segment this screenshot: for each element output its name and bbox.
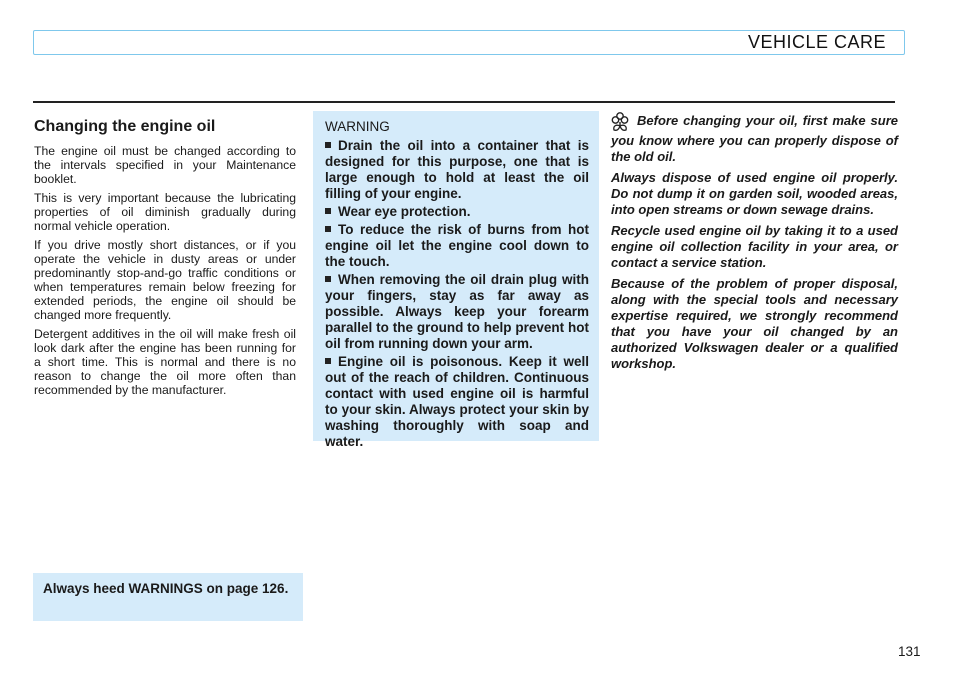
environment-paragraph [611,113,898,165]
bullet-icon [325,208,331,214]
warning-item-text: Wear eye protection. [338,204,471,219]
warning-title: WARNING [325,119,390,134]
warning-item-text: To reduce the risk of burns from hot engine oil let the engine cool down to the touch. [325,222,589,269]
page-section-title: VEHICLE CARE [747,32,886,52]
page-number: 131 [898,644,921,659]
warnings-reference-callout [33,573,303,621]
callout-text: Always heed WARNINGS on page 126. [43,581,289,596]
bullet-icon [325,276,331,282]
article-paragraph: The engine oil must be changed according to the intervals specified in your Maintenance booklet. [34,144,296,186]
warning-item-text: Engine oil is poisonous. Keep it well out of the reach of children. Continuous contact with used engine oil is harmful to your skin. Always protect your skin by washing thoroughly with soap and water. [325,354,589,449]
environment-flower-icon [611,111,629,133]
environment-paragraph: Always dispose of used engine oil properly. Do not dump it on garden soil, wooded areas, into open streams or down sewage drains. [611,170,898,217]
article-paragraph: Detergent additives in the oil will make fresh oil look dark after the engine has been running for a short time. This is normal and there is no reason to change the oil more often than recommended by the manufacturer. [34,327,296,397]
bullet-icon [325,226,331,232]
article-paragraph: This is very important because the lubricating properties of oil diminish gradually during normal vehicle operation. [34,191,296,233]
article-paragraph: If you drive mostly short distances, or if you operate the vehicle in dusty areas or under predominantly stop-and-go traffic conditions or when temperatures remain below freezing for extended periods, the engine oil should be changed more frequently. [34,238,296,322]
environment-column [611,113,898,377]
warning-item [325,204,589,220]
warning-item [325,138,589,202]
warning-item-text: Drain the oil into a container that is designed for this purpose, one that is large enough to hold at least the oil filling of your engine. [325,138,589,201]
environment-paragraph: Recycle used engine oil by taking it to a used engine oil collection facility in your area, or contact a service station. [611,223,898,270]
warning-item [325,354,589,450]
environment-paragraph: Because of the problem of proper disposal, along with the special tools and necessary expertise required, we strongly recommend that you have your oil changed by an authorized Volkswagen dealer or a qualified workshop. [611,276,898,371]
divider-rule [33,101,895,103]
article-heading: Changing the engine oil [34,118,216,135]
environment-text: Before changing your oil, first make sure you know where you can properly dispose of the old oil. [611,113,898,164]
warning-item [325,222,589,270]
article-column [34,118,296,402]
warning-item-text: When removing the oil drain plug with your fingers, stay as far away as possible. Always keep your forearm parallel to the ground to help prevent hot oil from running down your arm. [325,272,589,351]
warning-item [325,272,589,352]
bullet-icon [325,142,331,148]
header-bar [33,30,905,55]
warning-box [313,111,599,449]
bullet-icon [325,358,331,364]
